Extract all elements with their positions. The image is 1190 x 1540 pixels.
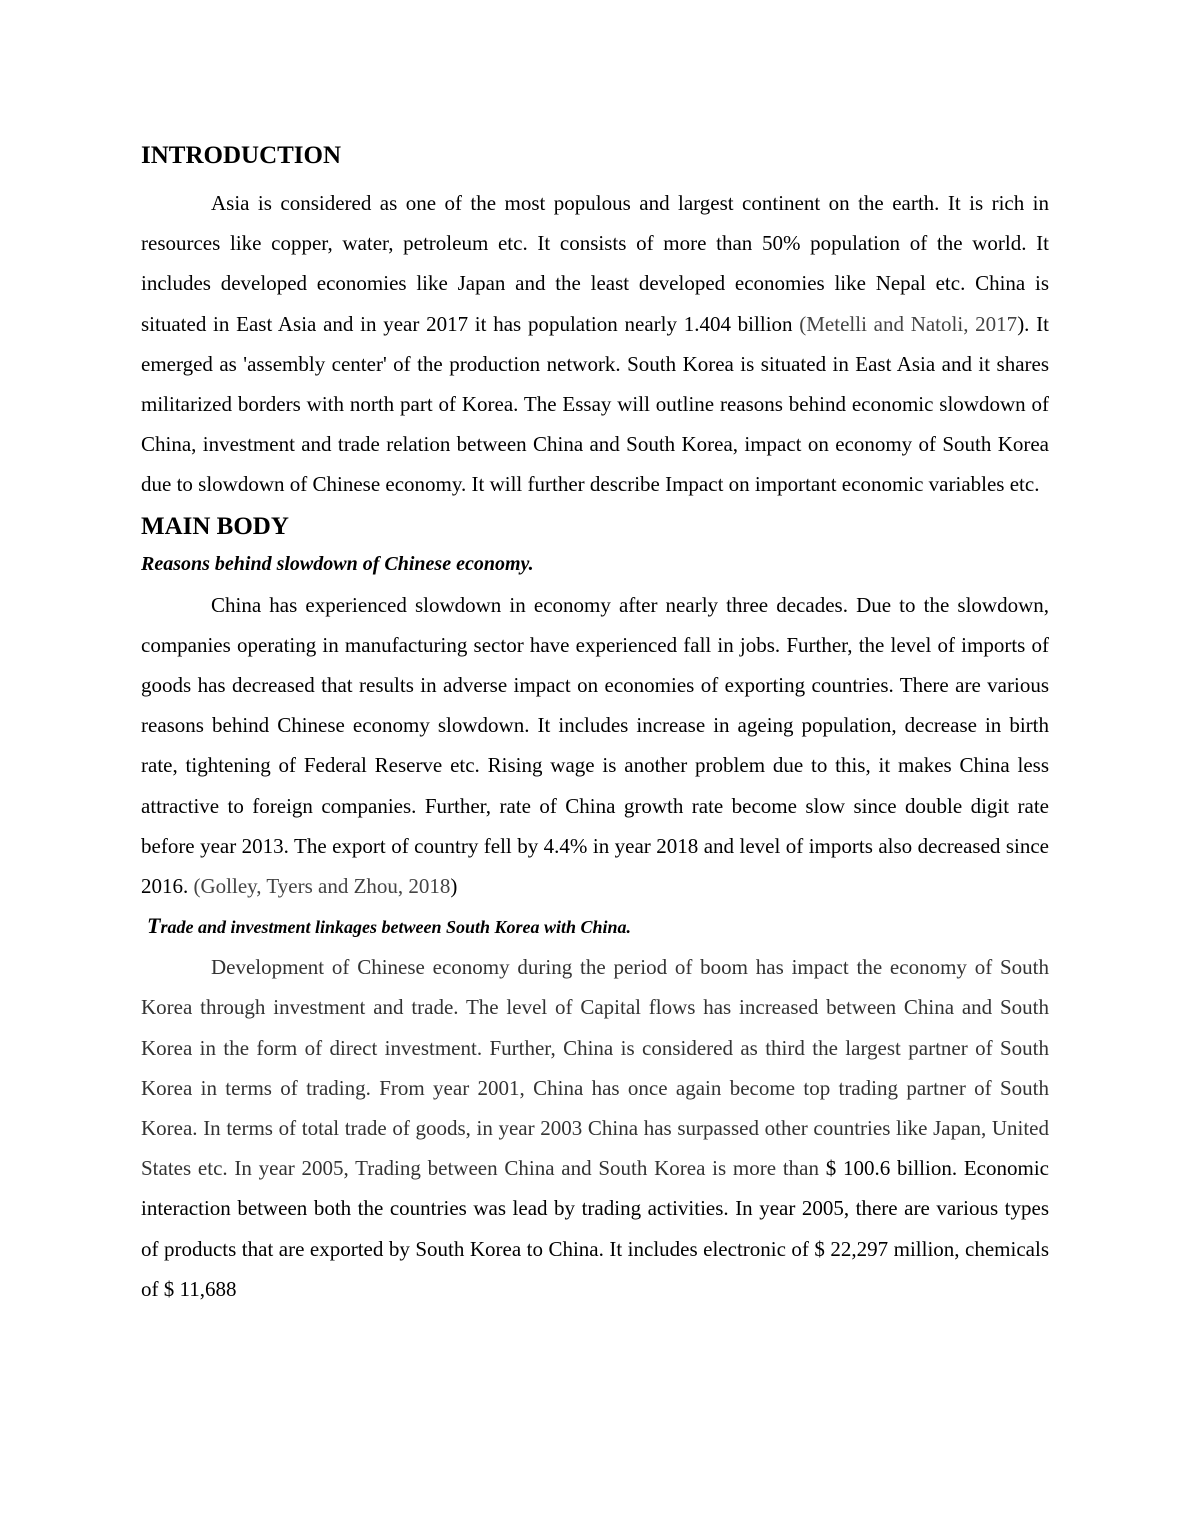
main-body-heading: MAIN BODY	[141, 512, 289, 540]
introduction-text-1: Asia is considered as one of the most populous and largest continent on the earth. It is rich in resources like copper, water, petroleum etc. It consists of more than 50% population of the world. It includes developed economies like Japan and the least developed economies like Nepal etc. China is situated in East Asia and in year 2017 it has population nearly 1.404 billion	[141, 191, 1049, 336]
reasons-paragraph	[141, 585, 1049, 907]
reasons-text: China has experienced slowdown in economy after nearly three decades. Due to the slowdown, companies operating in manufacturing sector have experienced fall in jobs. Further, the level of imports of goods has decreased that results in adverse impact on economies of exporting countries. There are various reasons behind Chinese economy slowdown. It includes increase in ageing population, decrease in birth rate, tightening of Federal Reserve etc. Rising wage is another problem due to this, it makes China less attractive to foreign companies. Further, rate of China growth rate become slow since double digit rate before year 2013. The export of country fell by 4.4% in year 2018 and level of imports also decreased since 2016.	[141, 592, 1049, 899]
reasons-subheading: Reasons behind slowdown of Chinese economy.	[141, 552, 534, 575]
reasons-citation: (Golley, Tyers and Zhou, 2018	[193, 874, 451, 899]
introduction-citation: (Metelli and Natoli, 2017	[799, 311, 1018, 336]
trade-paragraph	[141, 947, 1049, 1309]
introduction-text-2: ). It emerged as 'assembly center' of the production network. South Korea is situated in East Asia and it shares militarized borders with north part of Korea. The Essay will outline reasons behind economic slowdown of China, investment and trade relation between China and South Korea, impact on economy of South Korea due to slowdown of Chinese economy. It will further describe Impact on important economic variables etc.	[141, 311, 1049, 497]
trade-subheading	[147, 908, 1049, 945]
trade-subheading-initial: T	[147, 913, 161, 939]
introduction-paragraph	[141, 183, 1049, 505]
reasons-citation-close: )	[450, 874, 458, 899]
trade-text-rest: $ 100.6 billion. Economic interaction between both the countries was lead by trading activities. In year 2005, there are various types of products that are exported by South Korea to China. It includes electronic of $ 22,297 million, chemicals of $ 11,688	[141, 1156, 1049, 1301]
document-page	[141, 138, 1049, 1309]
trade-text-muted: Development of Chinese economy during the period of boom has impact the economy of South Korea through investment and trade. The level of Capital flows has increased between China and South Korea in the form of direct investment. Further, China is considered as third the largest partner of South Korea in terms of trading. From year 2001, China has once again become top trading partner of South Korea. In terms of total trade of goods, in year 2003 China has surpassed other countries like Japan, United States etc. In year 2005, Trading between China and South Korea is more than	[141, 955, 1049, 1181]
trade-subheading-rest: rade and investment linkages between South Korea with China.	[160, 917, 632, 938]
introduction-heading: INTRODUCTION	[141, 142, 342, 169]
